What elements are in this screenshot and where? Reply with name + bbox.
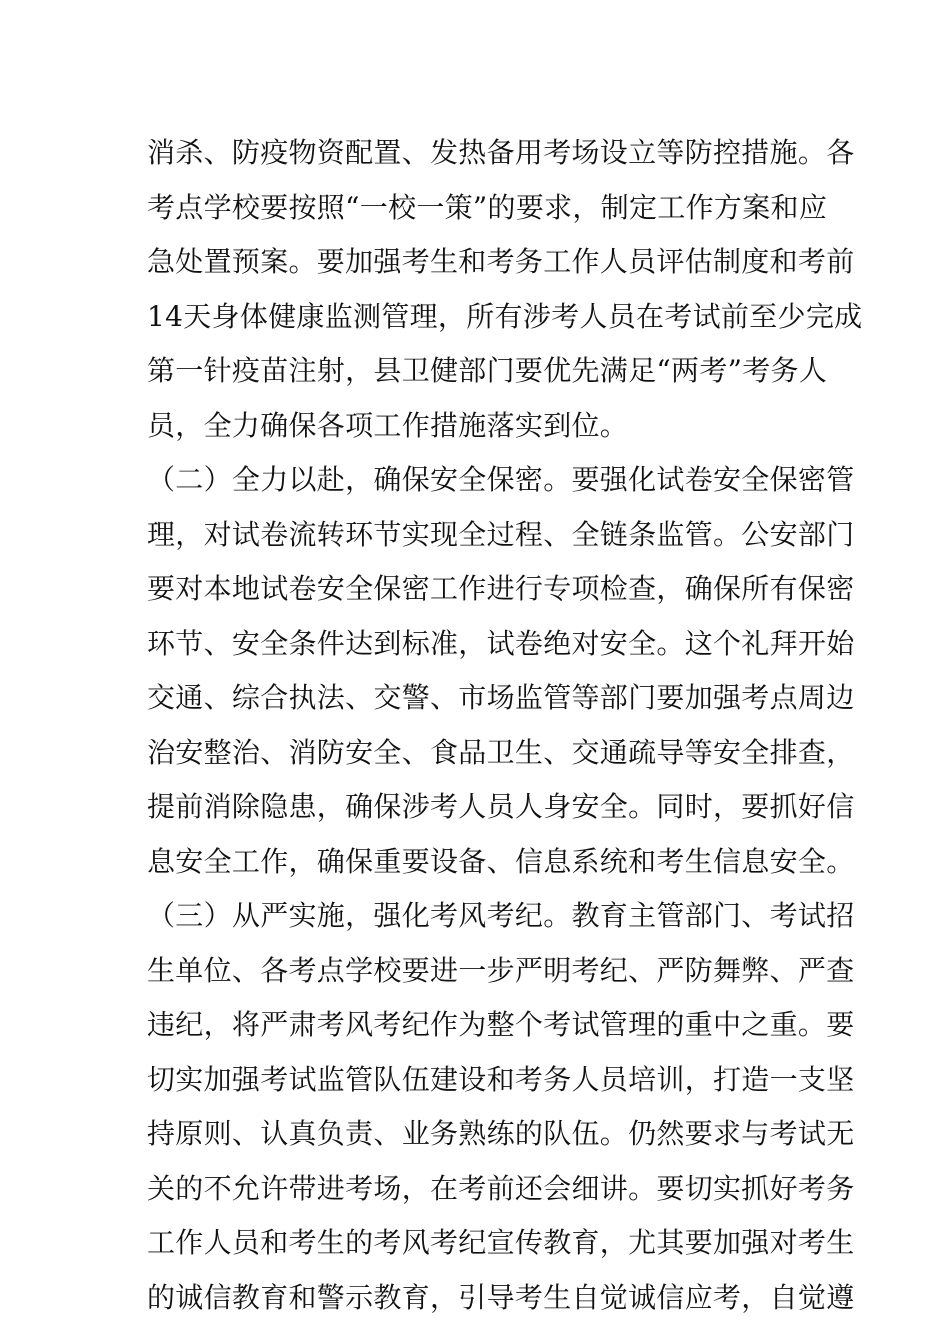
text-line: （二）全力以赴，确保安全保密。要强化试卷安全保密管 <box>147 463 855 496</box>
text-line: 14天身体健康监测管理，所有涉考人员在考试前至少完成 <box>147 299 863 333</box>
text-line: 急处置预案。要加强考生和考务工作人员评估制度和考前 <box>147 245 855 278</box>
body-text <box>147 126 863 1325</box>
text-line: 切实加强考试监管队伍建设和考务人员培训，打造一支坚 <box>147 1062 855 1096</box>
text-line: 提前消除隐患，确保涉考人员人身安全。同时，要抓好信 <box>147 790 855 823</box>
text-line: 理，对试卷流转环节实现全过程、全链条监管。公安部门 <box>147 517 855 551</box>
text-line: （三）从严实施，强化考风考纪。教育主管部门、考试招 <box>147 899 855 932</box>
text-line: 要对本地试卷安全保密工作进行专项检查，确保所有保密 <box>147 572 855 605</box>
text-line: 员，全力确保各项工作措施落实到位。 <box>147 408 629 442</box>
text-line: 考点学校要按照“一校一策”的要求，制定工作方案和应 <box>147 190 828 224</box>
text-line: 关的不允许带进考场，在考前还会细讲。要切实抓好考务 <box>147 1171 855 1205</box>
text-line: 的诚信教育和警示教育，引导考生自觉诚信应考，自觉遵 <box>147 1280 855 1314</box>
text-line: 交通、综合执法、交警、市场监管等部门要加强考点周边 <box>147 681 855 714</box>
text-line: 治安整治、消防安全、食品卫生、交通疏导等安全排查， <box>147 735 855 769</box>
text-line: 息安全工作，确保重要设备、信息系统和考生信息安全。 <box>147 844 855 878</box>
text-line: 生单位、各考点学校要进一步严明考纪、严防舞弊、严查 <box>147 953 855 987</box>
text-line: 环节、安全条件达到标准，试卷绝对安全。这个礼拜开始 <box>147 626 855 660</box>
text-line: 违纪，将严肃考风考纪作为整个考试管理的重中之重。要 <box>147 1008 855 1041</box>
text-line: 工作人员和考生的考风考纪宣传教育，尤其要加强对考生 <box>147 1226 855 1259</box>
text-line: 第一针疫苗注射，县卫健部门要优先满足“两考”考务人 <box>147 354 828 387</box>
text-line: 持原则、认真负责、业务熟练的队伍。仍然要求与考试无 <box>147 1117 855 1150</box>
text-line: 消杀、防疫物资配置、发热备用考场设立等防控措施。各 <box>147 136 855 169</box>
